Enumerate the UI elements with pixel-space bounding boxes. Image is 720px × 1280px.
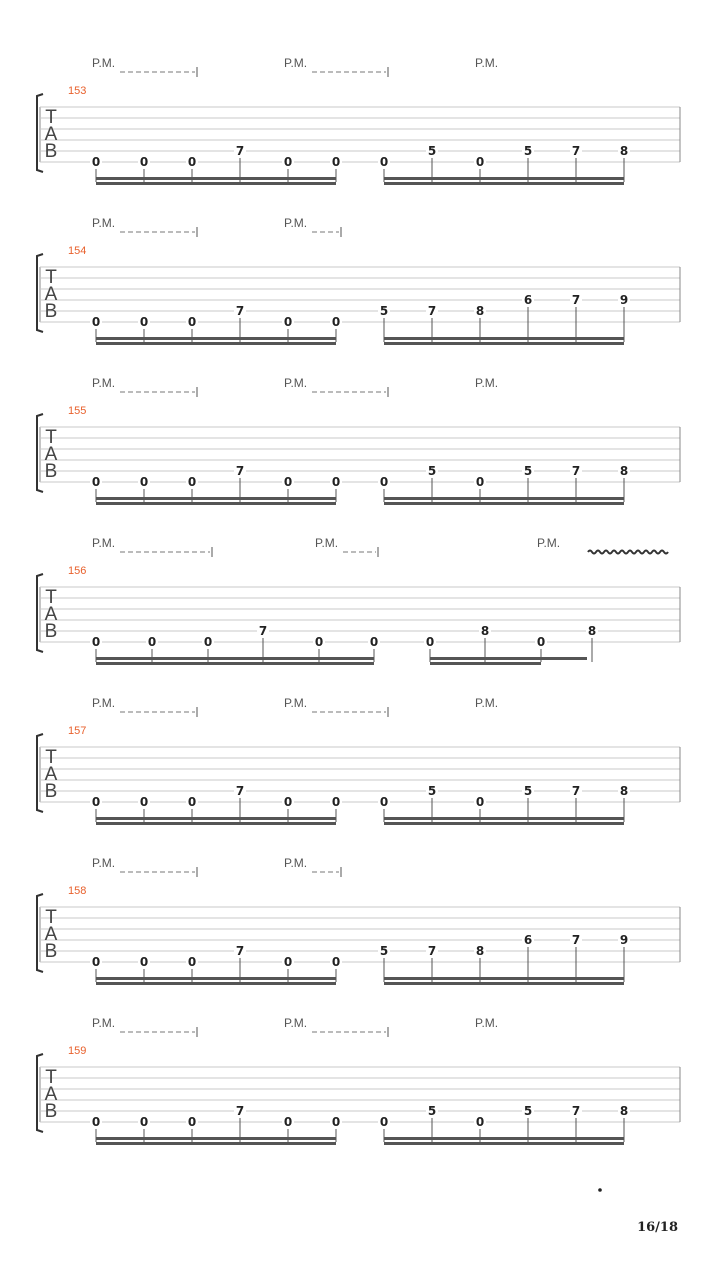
measure-number: 159 bbox=[68, 1045, 87, 1057]
beam-secondary bbox=[384, 182, 624, 185]
tab-staff-svg bbox=[0, 532, 720, 692]
tab-clef-letter: T bbox=[45, 267, 57, 288]
palm-mute-label: P.M. bbox=[284, 376, 308, 390]
fret-number: 0 bbox=[283, 315, 293, 329]
tab-staff-svg bbox=[0, 52, 720, 212]
tab-clef-letter: B bbox=[44, 941, 58, 962]
fret-number: 7 bbox=[235, 144, 245, 158]
tab-staff-svg bbox=[0, 372, 720, 532]
fret-number: 9 bbox=[619, 293, 629, 307]
fret-number: 7 bbox=[427, 304, 437, 318]
tab-clef-letter: B bbox=[44, 141, 58, 162]
beam-secondary bbox=[384, 822, 624, 825]
fret-number: 0 bbox=[314, 635, 324, 649]
fret-number: 5 bbox=[427, 1104, 437, 1118]
palm-mute-label: P.M. bbox=[92, 856, 116, 870]
palm-mute-label: P.M. bbox=[92, 1016, 116, 1030]
beam-primary bbox=[384, 177, 624, 180]
fret-number: 0 bbox=[139, 795, 149, 809]
palm-mute-label: P.M. bbox=[284, 216, 308, 230]
fret-number: 0 bbox=[283, 475, 293, 489]
fret-number: 7 bbox=[258, 624, 268, 638]
tab-clef-letter: T bbox=[45, 107, 57, 128]
tab-clef-letter: A bbox=[44, 284, 58, 305]
tab-clef-letter: A bbox=[44, 604, 58, 625]
palm-mute-label: P.M. bbox=[92, 536, 116, 550]
tab-system-156 bbox=[0, 532, 720, 692]
fret-number: 0 bbox=[379, 475, 389, 489]
fret-number: 8 bbox=[587, 624, 597, 638]
palm-mute-label: P.M. bbox=[475, 56, 499, 70]
beam-primary bbox=[96, 817, 336, 820]
beam-mask bbox=[541, 662, 588, 665]
beam-secondary bbox=[96, 342, 336, 345]
palm-mute-label: P.M. bbox=[475, 1016, 499, 1030]
beam-secondary bbox=[96, 982, 336, 985]
beam-secondary bbox=[384, 502, 624, 505]
fret-number: 7 bbox=[571, 144, 581, 158]
tab-clef-letter: A bbox=[44, 124, 58, 145]
fret-number: 6 bbox=[523, 933, 533, 947]
beam-primary bbox=[96, 177, 336, 180]
fret-number: 0 bbox=[147, 635, 157, 649]
tab-clef-letter: B bbox=[44, 301, 58, 322]
palm-mute-label: P.M. bbox=[284, 56, 308, 70]
fret-number: 0 bbox=[283, 795, 293, 809]
fret-number: 0 bbox=[187, 795, 197, 809]
fret-number: 5 bbox=[523, 464, 533, 478]
fret-number: 0 bbox=[283, 155, 293, 169]
palm-mute-label: P.M. bbox=[537, 536, 561, 550]
fret-number: 7 bbox=[571, 933, 581, 947]
fret-number: 0 bbox=[331, 155, 341, 169]
fret-number: 0 bbox=[139, 475, 149, 489]
fret-number: 0 bbox=[91, 1115, 101, 1129]
fret-number: 0 bbox=[187, 155, 197, 169]
fret-number: 6 bbox=[523, 293, 533, 307]
fret-number: 0 bbox=[425, 635, 435, 649]
fret-number: 0 bbox=[475, 475, 485, 489]
tab-clef-letter: B bbox=[44, 461, 58, 482]
dotted-note-dot bbox=[598, 1188, 602, 1192]
fret-number: 0 bbox=[331, 1115, 341, 1129]
measure-number: 155 bbox=[68, 405, 87, 417]
tab-clef-letter: A bbox=[44, 444, 58, 465]
fret-number: 7 bbox=[427, 944, 437, 958]
tab-staff-svg bbox=[0, 212, 720, 372]
fret-number: 0 bbox=[139, 315, 149, 329]
measure-number: 157 bbox=[68, 725, 87, 737]
tab-clef-letter: A bbox=[44, 924, 58, 945]
fret-number: 0 bbox=[91, 315, 101, 329]
tab-system-159 bbox=[0, 1012, 720, 1172]
fret-number: 9 bbox=[619, 933, 629, 947]
fret-number: 7 bbox=[235, 464, 245, 478]
beam-primary bbox=[384, 977, 624, 980]
measure-number: 154 bbox=[68, 245, 87, 257]
fret-number: 0 bbox=[331, 795, 341, 809]
fret-number: 0 bbox=[187, 475, 197, 489]
tab-system-153 bbox=[0, 52, 720, 212]
tab-clef-letter: B bbox=[44, 781, 58, 802]
fret-number: 8 bbox=[475, 944, 485, 958]
tab-staff-svg bbox=[0, 852, 720, 1012]
fret-number: 5 bbox=[523, 784, 533, 798]
fret-number: 0 bbox=[91, 955, 101, 969]
beam-secondary bbox=[96, 1142, 336, 1145]
fret-number: 0 bbox=[203, 635, 213, 649]
fret-number: 7 bbox=[235, 304, 245, 318]
tab-staff-svg bbox=[0, 692, 720, 852]
tab-clef-letter: A bbox=[44, 1084, 58, 1105]
fret-number: 8 bbox=[619, 464, 629, 478]
tab-clef-letter: B bbox=[44, 1101, 58, 1122]
beam-secondary bbox=[96, 822, 336, 825]
fret-number: 0 bbox=[139, 955, 149, 969]
tab-clef-letter: B bbox=[44, 621, 58, 642]
fret-number: 0 bbox=[331, 955, 341, 969]
fret-number: 0 bbox=[475, 1115, 485, 1129]
beam-primary bbox=[96, 1137, 336, 1140]
fret-number: 0 bbox=[139, 1115, 149, 1129]
fret-number: 0 bbox=[475, 795, 485, 809]
tab-clef-letter: T bbox=[45, 587, 57, 608]
palm-mute-label: P.M. bbox=[475, 376, 499, 390]
tab-system-155 bbox=[0, 372, 720, 532]
palm-mute-label: P.M. bbox=[92, 216, 116, 230]
palm-mute-label: P.M. bbox=[284, 696, 308, 710]
fret-number: 5 bbox=[523, 1104, 533, 1118]
palm-mute-label: P.M. bbox=[92, 696, 116, 710]
fret-number: 5 bbox=[427, 144, 437, 158]
fret-number: 0 bbox=[187, 315, 197, 329]
fret-number: 8 bbox=[619, 784, 629, 798]
beam-secondary bbox=[96, 662, 374, 665]
tab-clef-letter: T bbox=[45, 427, 57, 448]
measure-number: 153 bbox=[68, 85, 87, 97]
fret-number: 7 bbox=[235, 944, 245, 958]
beam-primary bbox=[96, 337, 336, 340]
palm-mute-label: P.M. bbox=[284, 856, 308, 870]
beam-secondary bbox=[384, 982, 624, 985]
palm-mute-label: P.M. bbox=[475, 696, 499, 710]
beam-secondary bbox=[384, 1142, 624, 1145]
fret-number: 5 bbox=[427, 784, 437, 798]
fret-number: 0 bbox=[475, 155, 485, 169]
fret-number: 0 bbox=[91, 635, 101, 649]
palm-mute-label: P.M. bbox=[284, 1016, 308, 1030]
fret-number: 7 bbox=[235, 784, 245, 798]
fret-number: 0 bbox=[91, 795, 101, 809]
fret-number: 0 bbox=[369, 635, 379, 649]
tab-clef-letter: T bbox=[45, 907, 57, 928]
beam-primary bbox=[430, 657, 587, 660]
beam-primary bbox=[96, 977, 336, 980]
tab-clef-letter: A bbox=[44, 764, 58, 785]
fret-number: 5 bbox=[379, 304, 389, 318]
fret-number: 5 bbox=[427, 464, 437, 478]
fret-number: 7 bbox=[571, 464, 581, 478]
beam-primary bbox=[96, 497, 336, 500]
beam-primary bbox=[384, 1137, 624, 1140]
fret-number: 7 bbox=[571, 293, 581, 307]
beam-secondary bbox=[96, 182, 336, 185]
tab-system-158 bbox=[0, 852, 720, 1012]
palm-mute-label: P.M. bbox=[92, 376, 116, 390]
measure-number: 156 bbox=[68, 565, 87, 577]
tab-system-154 bbox=[0, 212, 720, 372]
fret-number: 0 bbox=[379, 795, 389, 809]
fret-number: 7 bbox=[571, 784, 581, 798]
tab-system-157 bbox=[0, 692, 720, 852]
fret-number: 5 bbox=[379, 944, 389, 958]
beam-primary bbox=[384, 817, 624, 820]
fret-number: 8 bbox=[619, 1104, 629, 1118]
palm-mute-label: P.M. bbox=[315, 536, 339, 550]
beam-primary bbox=[384, 337, 624, 340]
fret-number: 8 bbox=[475, 304, 485, 318]
page-number: 16/18 bbox=[637, 1220, 678, 1235]
fret-number: 7 bbox=[571, 1104, 581, 1118]
fret-number: 8 bbox=[619, 144, 629, 158]
fret-number: 0 bbox=[283, 1115, 293, 1129]
fret-number: 0 bbox=[536, 635, 546, 649]
palm-mute-label: P.M. bbox=[92, 56, 116, 70]
vibrato-wave bbox=[588, 551, 668, 554]
measure-number: 158 bbox=[68, 885, 87, 897]
fret-number: 5 bbox=[523, 144, 533, 158]
beam-primary bbox=[384, 497, 624, 500]
tab-clef-letter: T bbox=[45, 1067, 57, 1088]
fret-number: 0 bbox=[91, 155, 101, 169]
fret-number: 0 bbox=[139, 155, 149, 169]
fret-number: 0 bbox=[283, 955, 293, 969]
fret-number: 7 bbox=[235, 1104, 245, 1118]
fret-number: 0 bbox=[187, 955, 197, 969]
tab-staff-svg bbox=[0, 1012, 720, 1172]
fret-number: 0 bbox=[91, 475, 101, 489]
fret-number: 0 bbox=[379, 155, 389, 169]
fret-number: 8 bbox=[480, 624, 490, 638]
beam-secondary bbox=[384, 342, 624, 345]
tab-clef-letter: T bbox=[45, 747, 57, 768]
fret-number: 0 bbox=[331, 315, 341, 329]
beam-primary bbox=[96, 657, 374, 660]
fret-number: 0 bbox=[379, 1115, 389, 1129]
fret-number: 0 bbox=[187, 1115, 197, 1129]
fret-number: 0 bbox=[331, 475, 341, 489]
beam-secondary bbox=[96, 502, 336, 505]
